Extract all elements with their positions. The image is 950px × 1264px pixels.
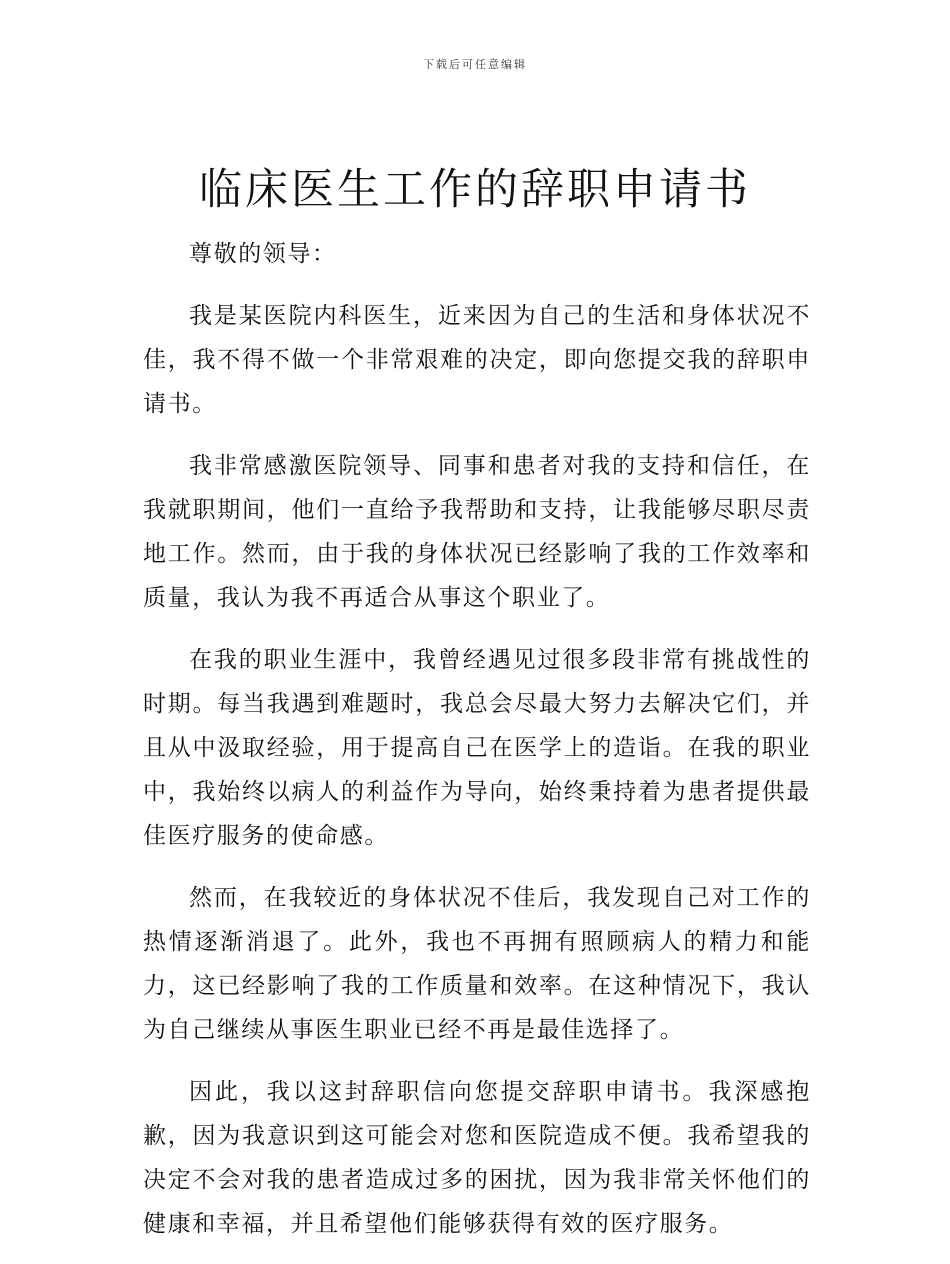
paragraph-1: 我是某医院内科医生，近来因为自己的生活和身体状况不佳，我不得不做一个非常艰难的决定，即向您提交我的辞职申请书。 xyxy=(143,303,811,417)
document-body xyxy=(143,232,811,1264)
paragraph-2: 我非常感激医院领导、同事和患者对我的支持和信任，在我就职期间，他们一直给予我帮助和支持，让我能够尽职尽责地工作。然而，由于我的身体状况已经影响了我的工作效率和质量，我认为我不再适合从事这个职业了。 xyxy=(143,453,811,611)
document-title: 临床医生工作的辞职申请书 xyxy=(199,165,751,215)
paragraph-4: 然而，在我较近的身体状况不佳后，我发现自己对工作的热情逐渐消退了。此外，我也不再拥有照顾病人的精力和能力，这已经影响了我的工作质量和效率。在这种情况下，我认为自己继续从事医生职业已经不再是最佳选择了。 xyxy=(143,885,811,1043)
paragraph-3: 在我的职业生涯中，我曾经遇见过很多段非常有挑战性的时期。每当我遇到难题时，我总会尽最大努力去解决它们，并且从中汲取经验，用于提高自己在医学上的造诣。在我的职业中，我始终以病人的利益作为导向，始终秉持着为患者提供最佳医疗服务的使命感。 xyxy=(143,647,811,849)
header-note: 下载后可任意编辑 xyxy=(423,58,527,71)
salutation: 尊敬的领导： xyxy=(189,241,337,267)
paragraph-5: 因此，我以这封辞职信向您提交辞职申请书。我深感抱歉，因为我意识到这可能会对您和医院造成不便。我希望我的决定不会对我的患者造成过多的困扰，因为我非常关怀他们的健康和幸福，并且希望他们能够获得有效的医疗服务。 xyxy=(143,1079,811,1237)
